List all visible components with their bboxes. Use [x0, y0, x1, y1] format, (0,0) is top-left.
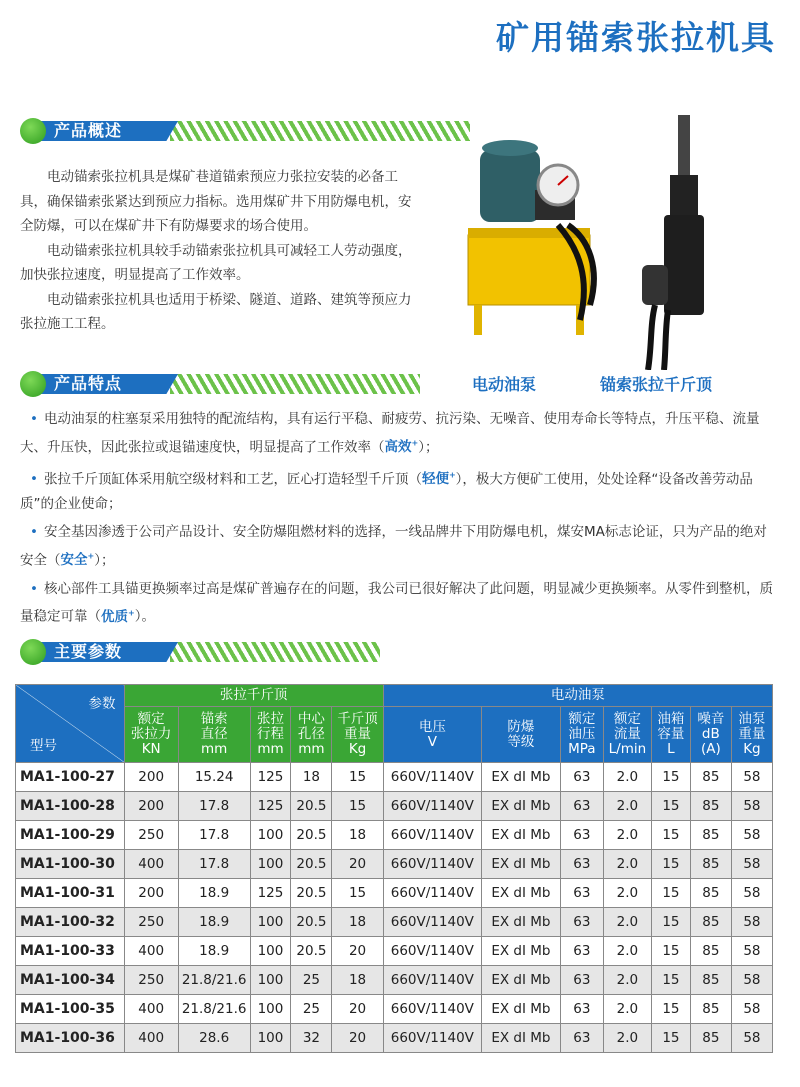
table-cell: 15	[332, 792, 383, 821]
table-cell: 2.0	[603, 763, 651, 792]
table-cell: 100	[250, 1024, 291, 1053]
table-cell: 250	[124, 966, 178, 995]
table-cell: 400	[124, 937, 178, 966]
table-corner-header: 参数 型号	[16, 685, 125, 763]
model-cell: MA1-100-29	[16, 821, 125, 850]
column-header: 张拉 行程 mm	[250, 707, 291, 763]
table-cell: 20	[332, 937, 383, 966]
table-cell: 18.9	[178, 937, 250, 966]
table-cell: EX dI Mb	[481, 879, 560, 908]
section-header-overview	[20, 118, 460, 144]
column-header: 防爆 等级	[481, 707, 560, 763]
table-cell: 17.8	[178, 792, 250, 821]
feature-item: • 张拉千斤顶缸体采用航空级材料和工艺，匠心打造轻型千斤顶（轻便+），极大方便矿工使用，处处诠释“设备改善劳动品质”的企业使命；	[20, 470, 753, 512]
bullet-icon: •	[30, 411, 38, 427]
section-dot-icon	[20, 639, 46, 665]
group-header-jack: 张拉千斤顶	[124, 685, 383, 707]
table-cell: 15	[332, 879, 383, 908]
table-cell: 660V/1140V	[383, 850, 481, 879]
table-cell: 15	[651, 879, 690, 908]
table-cell: 660V/1140V	[383, 821, 481, 850]
table-cell: 100	[250, 850, 291, 879]
table-cell: 20	[332, 850, 383, 879]
column-header: 额定 油压 MPa	[560, 707, 603, 763]
section-dot-icon	[20, 118, 46, 144]
table-row	[16, 937, 773, 966]
section-header-features	[20, 371, 460, 397]
overview-paragraph: 电动锚索张拉机具也适用于桥梁、隧道、道路、建筑等预应力张拉施工工程。	[20, 291, 412, 332]
table-row	[16, 966, 773, 995]
section-title: 产品概述	[54, 121, 123, 140]
model-cell: MA1-100-34	[16, 966, 125, 995]
section-title: 产品特点	[54, 374, 123, 393]
table-cell: 20.5	[291, 821, 332, 850]
table-row	[16, 850, 773, 879]
bullet-icon: •	[30, 524, 38, 540]
feature-item: • 安全基因渗透于公司产品设计、安全防爆阻燃材料的选择，一线品牌井下用防爆电机，煤安MA标志论证，只为产品的绝对安全（安全+）；	[20, 524, 767, 568]
feature-item: • 核心部件工具锚更换频率过高是煤矿普遍存在的问题，我公司已很好解决了此问题，明显减少更换频率。从零件到整机，质量稳定可靠（优质+）。	[20, 580, 773, 625]
table-cell: 63	[560, 995, 603, 1024]
table-cell: 85	[690, 821, 731, 850]
table-cell: EX dI Mb	[481, 850, 560, 879]
table-cell: 85	[690, 763, 731, 792]
electric-pump-image	[440, 130, 600, 340]
table-cell: 58	[731, 937, 772, 966]
table-cell: 200	[124, 792, 178, 821]
table-cell: 660V/1140V	[383, 879, 481, 908]
column-header: 锚索 直径 mm	[178, 707, 250, 763]
table-cell: 58	[731, 850, 772, 879]
overview-text	[20, 165, 415, 337]
table-cell: 20.5	[291, 792, 332, 821]
table-cell: EX dI Mb	[481, 937, 560, 966]
table-cell: 660V/1140V	[383, 995, 481, 1024]
table-cell: 125	[250, 792, 291, 821]
table-cell: 15	[651, 995, 690, 1024]
table-cell: 21.8/21.6	[178, 966, 250, 995]
table-cell: 2.0	[603, 908, 651, 937]
column-header: 千斤顶 重量 Kg	[332, 707, 383, 763]
table-cell: 15	[332, 763, 383, 792]
table-cell: 85	[690, 908, 731, 937]
column-header: 电压 V	[383, 707, 481, 763]
page-title: 矿用锚索张拉机具	[496, 18, 776, 57]
table-cell: 200	[124, 763, 178, 792]
table-cell: 18	[332, 966, 383, 995]
table-row	[16, 1024, 773, 1053]
table-cell: 63	[560, 937, 603, 966]
table-cell: 125	[250, 879, 291, 908]
anchor-jack-image	[620, 115, 740, 370]
table-cell: 18	[291, 763, 332, 792]
overview-paragraph: 电动锚索张拉机具是煤矿巷道锚索预应力张拉安装的必备工具，确保锚索张紧达到预应力指标。选用煤矿井下用防爆电机，安全防爆，可以在煤矿井下有防爆要求的场合使用。	[20, 169, 412, 234]
table-cell: 21.8/21.6	[178, 995, 250, 1024]
table-cell: EX dI Mb	[481, 908, 560, 937]
column-header: 油泵 重量 Kg	[731, 707, 772, 763]
table-cell: 28.6	[178, 1024, 250, 1053]
table-cell: 85	[690, 879, 731, 908]
table-row	[16, 792, 773, 821]
table-cell: 63	[560, 908, 603, 937]
model-cell: MA1-100-28	[16, 792, 125, 821]
table-cell: 18.9	[178, 879, 250, 908]
section-dot-icon	[20, 371, 46, 397]
table-cell: 58	[731, 995, 772, 1024]
table-cell: 20.5	[291, 908, 332, 937]
table-cell: 85	[690, 1024, 731, 1053]
model-cell: MA1-100-36	[16, 1024, 125, 1053]
table-cell: 58	[731, 821, 772, 850]
bullet-icon: •	[30, 580, 38, 597]
table-row	[16, 763, 773, 792]
table-cell: 660V/1140V	[383, 937, 481, 966]
bullet-icon: •	[30, 471, 38, 487]
table-cell: 63	[560, 850, 603, 879]
table-cell: 15	[651, 821, 690, 850]
table-cell: 63	[560, 763, 603, 792]
table-cell: 85	[690, 995, 731, 1024]
pump-caption: 电动油泵	[472, 375, 537, 394]
table-cell: 15	[651, 792, 690, 821]
table-cell: 15	[651, 908, 690, 937]
feature-item: • 电动油泵的柱塞泵采用独特的配流结构，具有运行平稳、耐疲劳、抗污染、无噪音、使用寿命长等特点，升压平稳、流量大、升压快，因此张拉或退锚速度快，明显提高了工作效率（高效+）；	[20, 411, 760, 455]
table-cell: EX dI Mb	[481, 763, 560, 792]
table-cell: 85	[690, 937, 731, 966]
table-cell: 58	[731, 908, 772, 937]
table-cell: 58	[731, 966, 772, 995]
table-cell: 58	[731, 763, 772, 792]
table-cell: 25	[291, 966, 332, 995]
table-cell: 32	[291, 1024, 332, 1053]
table-cell: 85	[690, 792, 731, 821]
group-header-pump: 电动油泵	[383, 685, 772, 707]
table-cell: 20.5	[291, 879, 332, 908]
column-header: 油箱 容量 L	[651, 707, 690, 763]
table-cell: 100	[250, 821, 291, 850]
table-cell: 100	[250, 937, 291, 966]
table-cell: 400	[124, 850, 178, 879]
model-cell: MA1-100-30	[16, 850, 125, 879]
table-cell: 15	[651, 937, 690, 966]
table-cell: 2.0	[603, 1024, 651, 1053]
table-cell: 250	[124, 908, 178, 937]
table-cell: 660V/1140V	[383, 763, 481, 792]
table-cell: 15	[651, 1024, 690, 1053]
table-cell: 63	[560, 879, 603, 908]
model-cell: MA1-100-27	[16, 763, 125, 792]
table-cell: 18.9	[178, 908, 250, 937]
table-row	[16, 821, 773, 850]
table-row	[16, 995, 773, 1024]
table-cell: 15	[651, 966, 690, 995]
table-cell: EX dI Mb	[481, 821, 560, 850]
table-cell: EX dI Mb	[481, 1024, 560, 1053]
table-cell: 58	[731, 879, 772, 908]
table-cell: EX dI Mb	[481, 995, 560, 1024]
table-cell: 63	[560, 1024, 603, 1053]
table-cell: 58	[731, 1024, 772, 1053]
table-cell: 20.5	[291, 850, 332, 879]
section-header-params	[20, 639, 460, 665]
model-cell: MA1-100-32	[16, 908, 125, 937]
table-cell: 100	[250, 995, 291, 1024]
table-cell: 2.0	[603, 937, 651, 966]
table-cell: 63	[560, 792, 603, 821]
table-cell: 250	[124, 821, 178, 850]
table-cell: 100	[250, 966, 291, 995]
table-cell: 18	[332, 821, 383, 850]
table-cell: 58	[731, 792, 772, 821]
table-row	[16, 908, 773, 937]
model-cell: MA1-100-33	[16, 937, 125, 966]
column-header: 额定 张拉力 KN	[124, 707, 178, 763]
column-header: 额定 流量 L/min	[603, 707, 651, 763]
table-cell: 17.8	[178, 821, 250, 850]
model-cell: MA1-100-31	[16, 879, 125, 908]
table-cell: 2.0	[603, 879, 651, 908]
table-cell: 400	[124, 1024, 178, 1053]
table-cell: 400	[124, 995, 178, 1024]
table-cell: 15	[651, 850, 690, 879]
params-table	[15, 684, 773, 1053]
overview-paragraph: 电动锚索张拉机具较手动锚索张拉机具可减轻工人劳动强度，加快张拉速度，明显提高了工作效率。	[20, 242, 412, 283]
table-cell: 20	[332, 995, 383, 1024]
table-cell: 2.0	[603, 966, 651, 995]
table-cell: 20.5	[291, 937, 332, 966]
table-cell: EX dI Mb	[481, 792, 560, 821]
table-cell: 2.0	[603, 850, 651, 879]
table-cell: 20	[332, 1024, 383, 1053]
table-cell: 18	[332, 908, 383, 937]
table-cell: 660V/1140V	[383, 908, 481, 937]
table-cell: 2.0	[603, 995, 651, 1024]
features-list	[20, 407, 780, 633]
table-cell: 125	[250, 763, 291, 792]
table-row	[16, 879, 773, 908]
table-cell: EX dI Mb	[481, 966, 560, 995]
section-title: 主要参数	[54, 642, 123, 661]
table-cell: 660V/1140V	[383, 792, 481, 821]
table-cell: 63	[560, 821, 603, 850]
column-header: 中心 孔径 mm	[291, 707, 332, 763]
table-cell: 15	[651, 763, 690, 792]
table-cell: 85	[690, 966, 731, 995]
table-cell: 15.24	[178, 763, 250, 792]
table-cell: 17.8	[178, 850, 250, 879]
table-cell: 660V/1140V	[383, 1024, 481, 1053]
model-cell: MA1-100-35	[16, 995, 125, 1024]
table-cell: 100	[250, 908, 291, 937]
table-cell: 25	[291, 995, 332, 1024]
table-cell: 2.0	[603, 821, 651, 850]
column-header: 噪音 dB (A)	[690, 707, 731, 763]
table-cell: 2.0	[603, 792, 651, 821]
table-cell: 200	[124, 879, 178, 908]
table-cell: 85	[690, 850, 731, 879]
table-cell: 63	[560, 966, 603, 995]
table-cell: 660V/1140V	[383, 966, 481, 995]
jack-caption: 锚索张拉千斤顶	[600, 375, 713, 394]
